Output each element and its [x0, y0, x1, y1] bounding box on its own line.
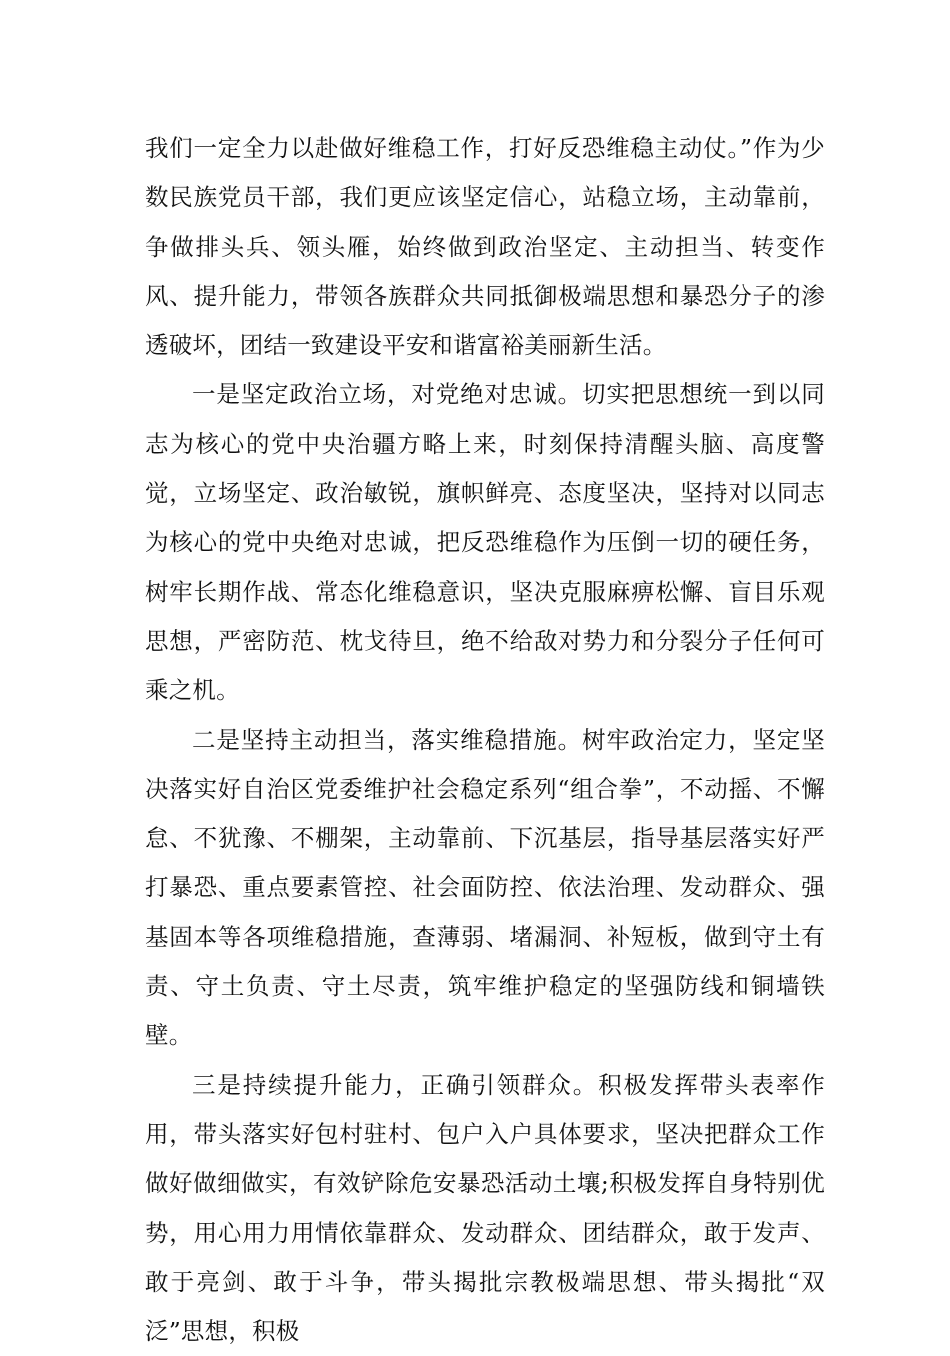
document-body — [145, 124, 825, 1356]
paragraph-point-two: 二是坚持主动担当，落实维稳措施。树牢政治定力，坚定坚决落实好自治区党委维护社会稳定系列“组合拳”，不动摇、不懈怠、不犹豫、不棚架，主动靠前、下沉基层，指导基层落实好严打暴恐、重点要素管控、社会面防控、依法治理、发动群众、强基固本等各项维稳措施，查薄弱、堵漏洞、补短板，做到守土有责、守土负责、守土尽责，筑牢维护稳定的坚强防线和铜墙铁壁。 — [145, 725, 825, 1050]
paragraph-continuation: 我们一定全力以赴做好维稳工作，打好反恐维稳主动仗。”作为少数民族党员干部，我们更应该坚定信心，站稳立场，主动靠前，争做排头兵、领头雁，始终做到政治坚定、主动担当、转变作风、提升能力，带领各族群众共同抵御极端思想和暴恐分子的渗透破坏，团结一致建设平安和谐富裕美丽新生活。 — [145, 134, 825, 360]
paragraph-point-three: 三是持续提升能力，正确引领群众。积极发挥带头表率作用，带头落实好包村驻村、包户入户具体要求，坚决把群众工作做好做细做实，有效铲除危安暴恐活动土壤;积极发挥自身特别优势，用心用力用情依靠群众、发动群众、团结群众，敢于发声、敢于亮剑、敢于斗争，带头揭批宗教极端思想、带头揭批“双泛”思想，积极 — [145, 1070, 825, 1346]
paragraph-point-one: 一是坚定政治立场，对党绝对忠诚。切实把思想统一到以同志为核心的党中央治疆方略上来，时刻保持清醒头脑、高度警觉，立场坚定、政治敏锐，旗帜鲜亮、态度坚决，坚持对以同志为核心的党中央绝对忠诚，把反恐维稳作为压倒一切的硬任务，树牢长期作战、常态化维稳意识，坚决克服麻痹松懈、盲目乐观思想，严密防范、枕戈待旦，绝不给敌对势力和分裂分子任何可乘之机。 — [145, 380, 825, 705]
